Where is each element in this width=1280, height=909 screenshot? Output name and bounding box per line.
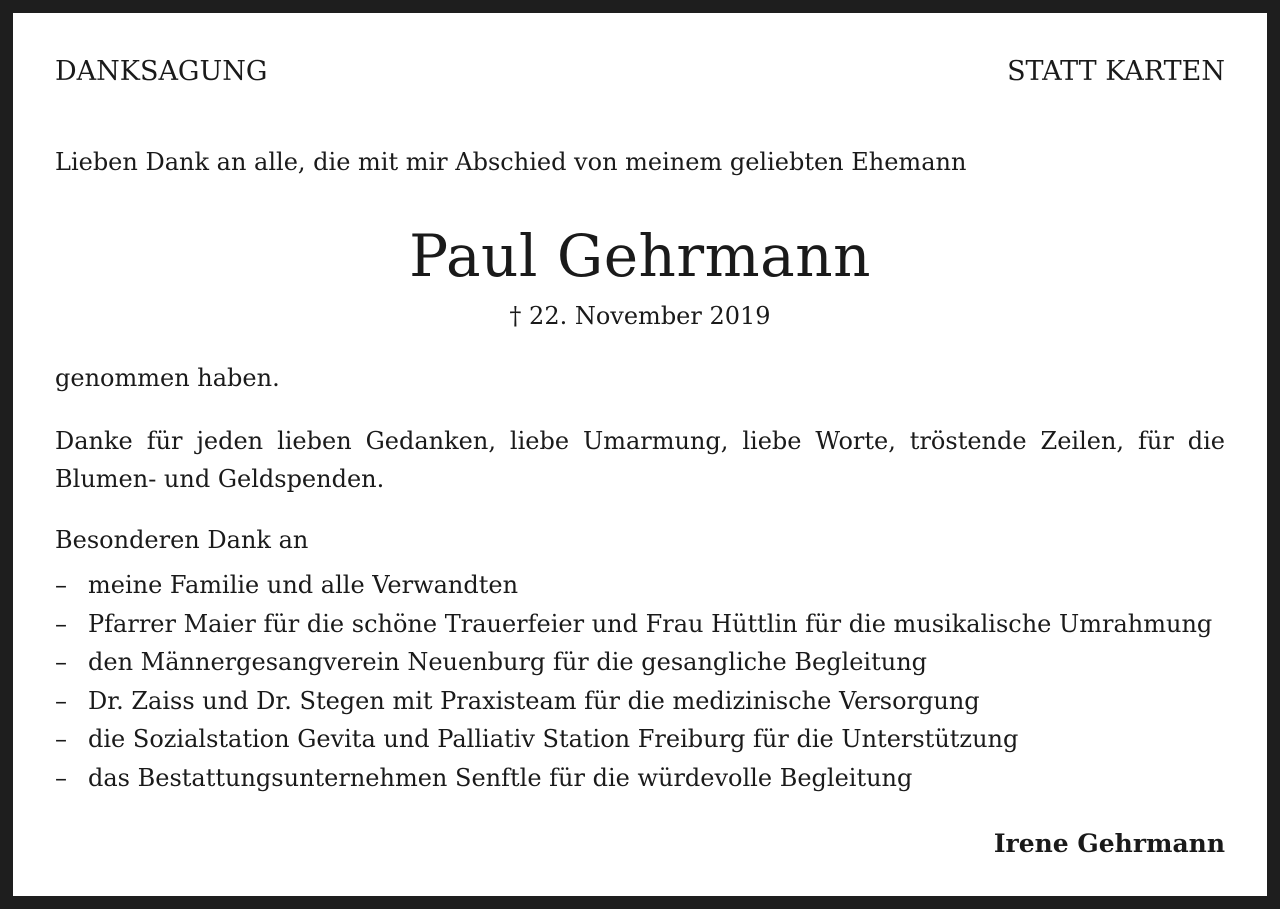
dash-bullet: –	[55, 763, 67, 792]
dash-bullet: –	[55, 571, 67, 599]
list-item-text: das Bestattungsunternehmen Senftle für die würdevolle Begleitung	[88, 763, 913, 792]
dash-bullet: –	[55, 609, 67, 638]
notice-card	[13, 13, 1267, 896]
dash-bullet: –	[55, 725, 67, 753]
list-item-text: meine Familie und alle Verwandten	[88, 571, 519, 599]
intro-text: Lieben Dank an alle, die mit mir Abschied von meinem geliebten Ehemann	[55, 148, 967, 176]
thanks-paragraph: Danke für jeden lieben Gedanken, liebe Umarmung, liebe Worte, tröstende Zeilen, für die Blumen- und Geldspenden.	[55, 427, 1225, 493]
special-thanks-heading: Besonderen Dank an	[55, 526, 309, 554]
special-thanks-list	[55, 566, 1212, 797]
list-item	[55, 759, 1212, 798]
list-item-text: Pfarrer Maier für die schöne Trauerfeier und Frau Hüttlin für die musikalische Umrahmung	[88, 609, 1213, 638]
death-date: † 22. November 2019	[509, 302, 771, 330]
closing-intro-text: genommen haben.	[55, 364, 280, 392]
list-item	[55, 682, 1212, 721]
list-item-text: die Sozialstation Gevita und Palliativ Station Freiburg für die Unterstützung	[88, 725, 1019, 753]
list-item-text: Dr. Zaiss und Dr. Stegen mit Praxisteam für die medizinische Versorgung	[88, 686, 980, 715]
dash-bullet: –	[55, 686, 67, 715]
header-title: DANKSAGUNG	[55, 56, 268, 87]
signature: Irene Gehrmann	[993, 829, 1225, 858]
dash-bullet: –	[55, 648, 67, 676]
list-item	[55, 566, 1212, 605]
deceased-name: Paul Gehrmann	[409, 222, 871, 290]
list-item	[55, 643, 1212, 682]
list-item	[55, 720, 1212, 759]
list-item	[55, 605, 1212, 644]
header-note: STATT KARTEN	[1007, 56, 1225, 87]
list-item-text: den Männergesangverein Neuenburg für die gesangliche Begleitung	[88, 648, 928, 676]
